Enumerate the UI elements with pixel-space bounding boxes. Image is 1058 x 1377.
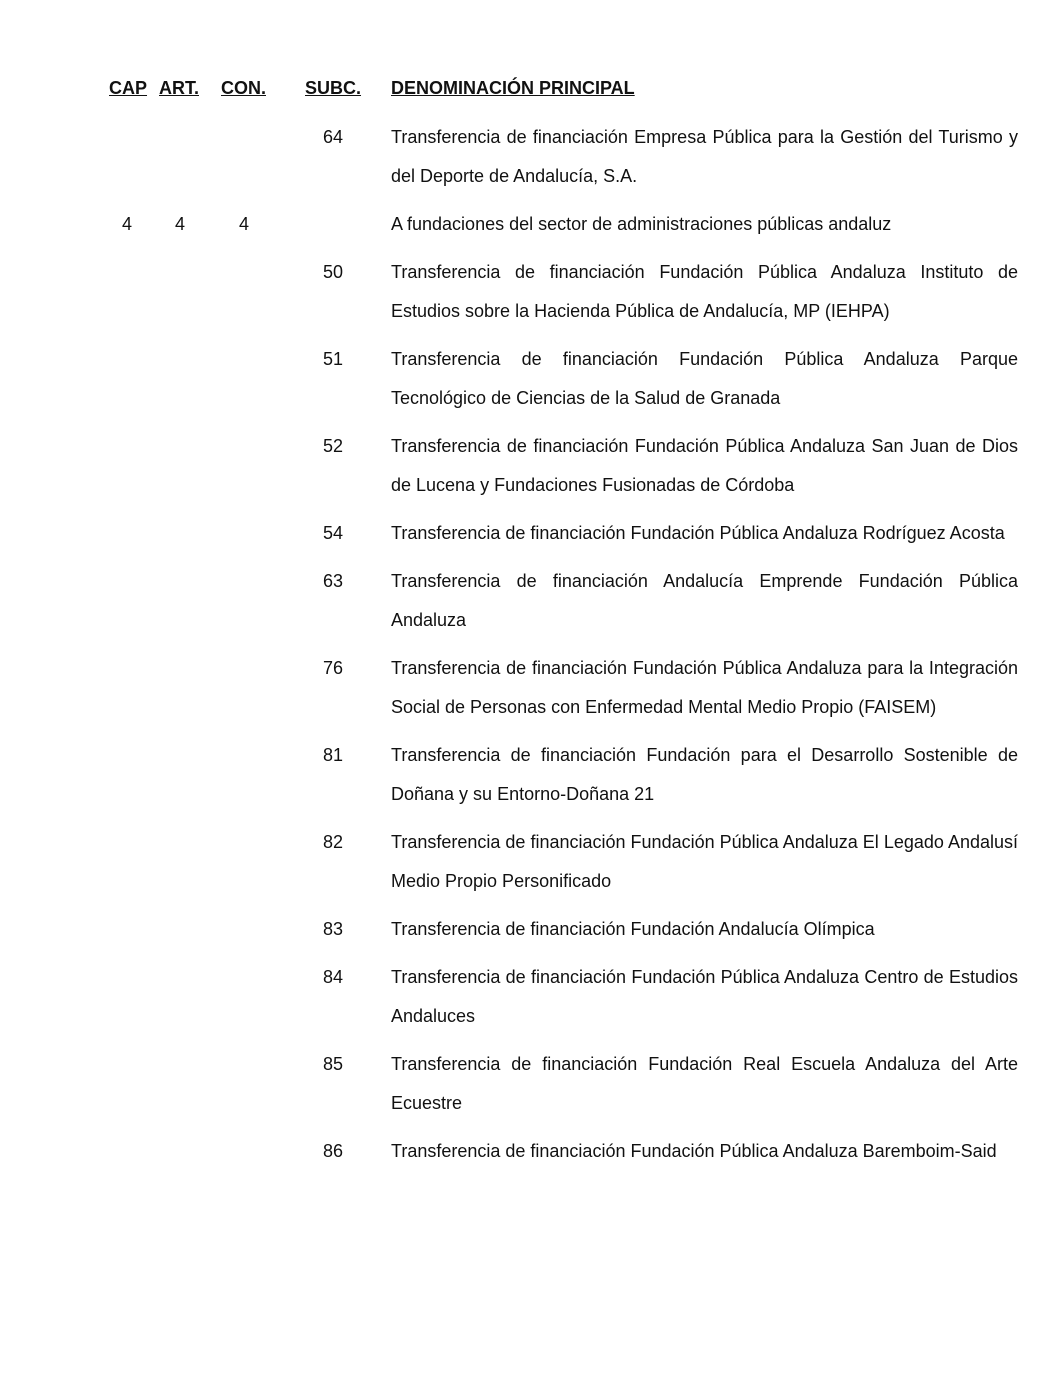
subc-code: 84 [322,967,344,987]
con-code: 4 [238,214,249,234]
subc-code: 50 [322,262,344,282]
table-row [0,340,1058,418]
art-code: 4 [174,214,185,234]
table-row [0,427,1058,505]
denominacion-text: Transferencia de financiación Fundación Real Escuela Andaluza del Arte Ecuestre [391,1054,1018,1113]
subc-code: 52 [322,436,344,456]
table-row [0,958,1058,1036]
table-body [0,118,1058,1180]
denominacion-text: A fundaciones del sector de administraciones públicas andaluz [391,214,892,234]
subc-code: 86 [322,1141,344,1161]
denominacion-text: Transferencia de financiación Fundación Andalucía Olímpica [391,919,875,939]
denominacion-text: Transferencia de financiación Andalucía Emprende Fundación Pública Andaluza [391,571,1018,630]
table-row [0,736,1058,814]
subc-code: 76 [322,658,344,678]
cap-code: 4 [121,214,132,234]
denominacion-text: Transferencia de financiación Fundación Pública Andaluza San Juan de Dios de Lucena y Fundaciones Fusionadas de Córdoba [391,436,1018,495]
subc-code: 82 [322,832,344,852]
denominacion-text: Transferencia de financiación Fundación Pública Andaluza Rodríguez Acosta [391,523,1005,543]
subc-code: 81 [322,745,344,765]
header-subc: SUBC. [305,78,362,98]
table-row [0,1045,1058,1123]
denominacion-text: Transferencia de financiación Fundación para el Desarrollo Sostenible de Doñana y su Entorno-Doñana 21 [391,745,1018,804]
denominacion-text: Transferencia de financiación Fundación Pública Andaluza para la Integración Social de Personas con Enfermedad Mental Medio Propio (FAISEM) [391,658,1018,717]
denominacion-text: Transferencia de financiación Empresa Pública para la Gestión del Turismo y del Deporte de Andalucía, S.A. [391,127,1018,186]
header-con: CON. [221,78,266,98]
table-row [0,562,1058,640]
subc-code: 54 [322,523,344,543]
denominacion-text: Transferencia de financiación Fundación Pública Andaluza Instituto de Estudios sobre la Hacienda Pública de Andalucía, MP (IEHPA) [391,262,1018,321]
denominacion-text: Transferencia de financiación Fundación Pública Andaluza Centro de Estudios Andaluces [391,967,1018,1026]
table-row [0,514,1058,553]
subc-code: 51 [322,349,344,369]
header-art: ART. [159,78,199,98]
table-row [0,649,1058,727]
table-row [0,823,1058,901]
denominacion-text: Transferencia de financiación Fundación Pública Andaluza Baremboim-Said [391,1141,997,1161]
subc-code: 63 [322,571,344,591]
table-row [0,253,1058,331]
header-denominacion: DENOMINACIÓN PRINCIPAL [391,78,635,98]
subc-code: 83 [322,919,344,939]
header-cap: CAP [109,78,148,98]
table-row [0,1132,1058,1171]
subc-code: 85 [322,1054,344,1074]
table-row [0,205,1058,244]
subc-code: 64 [322,127,344,147]
denominacion-text: Transferencia de financiación Fundación Pública Andaluza Parque Tecnológico de Ciencias de la Salud de Granada [391,349,1018,408]
denominacion-text: Transferencia de financiación Fundación Pública Andaluza El Legado Andalusí Medio Propio Personificado [391,832,1018,891]
table-header [0,78,1058,104]
table-row [0,118,1058,196]
table-row [0,910,1058,949]
